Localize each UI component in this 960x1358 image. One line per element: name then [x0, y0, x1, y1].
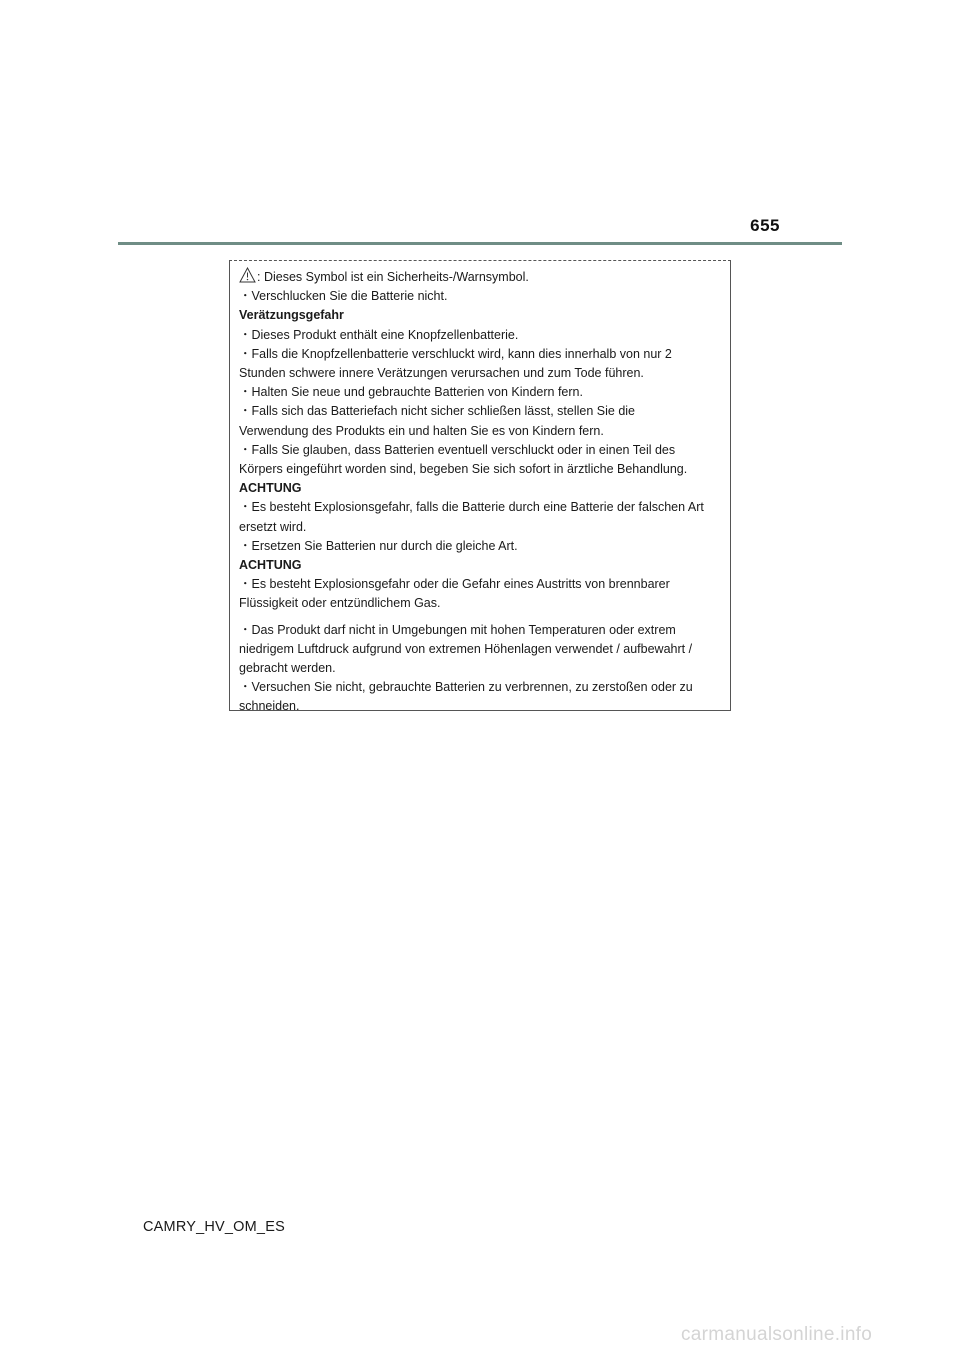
manual-code-footer: CAMRY_HV_OM_ES	[143, 1219, 285, 1235]
warning-line: Flüssigkeit oder entzündlichem Gas.	[239, 596, 441, 611]
warning-line: ・Falls die Knopfzellenbatterie verschluckt wird, kann dies innerhalb von nur 2	[239, 346, 672, 361]
warning-line: ・Falls Sie glauben, dass Batterien eventuell verschluckt oder in einen Teil des	[239, 442, 676, 457]
warning-heading-chemical-burn: Verätzungsgefahr	[239, 308, 344, 323]
warning-symbol-line	[239, 267, 720, 287]
warning-line: ・Es besteht Explosionsgefahr oder die Gefahr eines Austritts von brennbarer	[239, 577, 670, 592]
warning-symbol-text: : Dieses Symbol ist ein Sicherheits-/Warnsymbol.	[257, 270, 529, 284]
site-watermark: carmanualsonline.info	[681, 1324, 873, 1345]
warning-line: Körpers eingeführt worden sind, begeben Sie sich sofort in ärztliche Behandlung.	[239, 462, 688, 477]
header-rule	[118, 242, 842, 245]
battery-warning-box	[229, 260, 731, 714]
warning-line: schneiden.	[239, 699, 300, 714]
paragraph-gap	[239, 614, 720, 621]
warning-line: ・Es besteht Explosionsgefahr, falls die Batterie durch eine Batterie der falschen Art	[239, 500, 704, 515]
warning-line: ・Ersetzen Sie Batterien nur durch die gleiche Art.	[239, 538, 518, 553]
warning-line: niedrigem Luftdruck aufgrund von extremen Höhenlagen verwendet / aufbewahrt /	[239, 641, 693, 656]
warning-line: gebracht werden.	[239, 661, 336, 676]
warning-line: ・Falls sich das Batteriefach nicht sicher schließen lässt, stellen Sie die	[239, 404, 636, 419]
warning-line: ・Versuchen Sie nicht, gebrauchte Batterien zu verbrennen, zu zerstoßen oder zu	[239, 680, 693, 695]
warning-line: ・Dieses Produkt enthält eine Knopfzellenbatterie.	[239, 327, 519, 342]
warning-line: ・Verschlucken Sie die Batterie nicht.	[239, 289, 448, 304]
warning-line: Stunden schwere innere Verätzungen verursachen und zum Tode führen.	[239, 366, 644, 381]
warning-heading-caution: ACHTUNG	[239, 558, 302, 573]
warning-line: ・Halten Sie neue und gebrauchte Batterien von Kindern fern.	[239, 385, 583, 400]
warning-line: Verwendung des Produkts ein und halten Sie es von Kindern fern.	[239, 423, 604, 438]
warning-line: ・Das Produkt darf nicht in Umgebungen mit hohen Temperaturen oder extrem	[239, 622, 676, 637]
warning-heading-caution: ACHTUNG	[239, 481, 302, 496]
warning-triangle-icon	[239, 267, 256, 283]
page-number: 655	[750, 216, 780, 235]
warning-line: ersetzt wird.	[239, 519, 307, 534]
